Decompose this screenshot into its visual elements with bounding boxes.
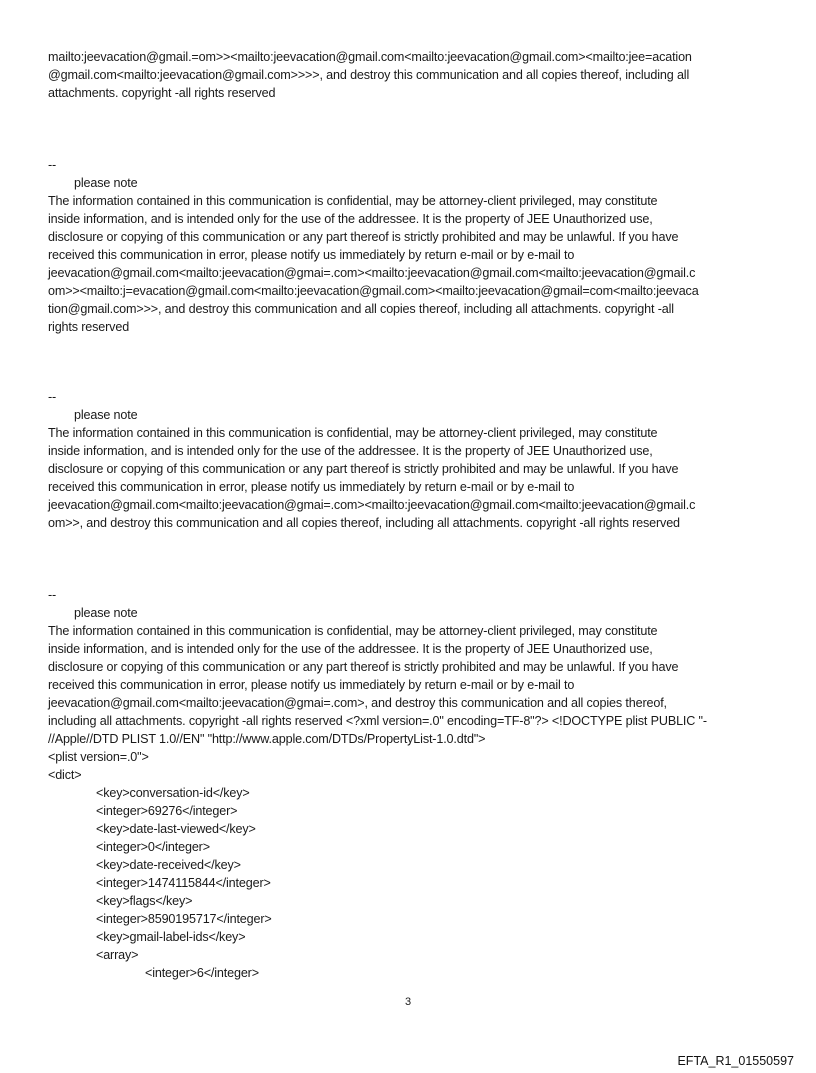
plist-line: <key>date-received</key> <box>96 858 241 872</box>
plist-line: <integer>0</integer> <box>96 840 210 854</box>
disclaimer-block-1 <box>48 156 699 336</box>
text-line: rights reserved <box>48 320 130 334</box>
document-id: EFTA_R1_01550597 <box>677 1054 794 1068</box>
text-line: received this communication in error, please notify us immediately by return e-mail or by e-mail to <box>48 678 575 692</box>
page-number: 3 <box>404 996 412 1008</box>
plist-line: <key>flags</key> <box>96 894 193 908</box>
text-line: attachments. copyright -all rights reserved <box>48 86 276 100</box>
text-line: disclosure or copying of this communication or any part thereof is strictly prohibited and may be unlawful. If you have <box>48 230 679 244</box>
text-line: disclosure or copying of this communication or any part thereof is strictly prohibited and may be unlawful. If you have <box>48 660 679 674</box>
text-line: inside information, and is intended only for the use of the addressee. It is the property of JEE Unauthorized use, <box>48 642 653 656</box>
disclaimer-block-3 <box>48 586 707 982</box>
plist-line: <integer>69276</integer> <box>96 804 238 818</box>
text-line: The information contained in this communication is confidential, may be attorney-client privileged, may constitute <box>48 194 658 208</box>
text-line: tion@gmail.com>>>, and destroy this communication and all copies thereof, including all attachments. copyright -all <box>48 302 674 316</box>
plist-line: <key>gmail-label-ids</key> <box>96 930 246 944</box>
text-line: //Apple//DTD PLIST 1.0//EN" "http://www.apple.com/DTDs/PropertyList-1.0.dtd"> <box>48 732 486 746</box>
plist-line: <integer>8590195717</integer> <box>96 912 272 926</box>
text-line: jeevacation@gmail.com<mailto:jeevacation@gmai=.com><mailto:jeevacation@gmail.com<mailto:jeevacation@gmail.c <box>48 498 696 512</box>
plist-line: <plist version=.0"> <box>48 750 149 764</box>
plist-line: <key>conversation-id</key> <box>96 786 250 800</box>
text-line: inside information, and is intended only for the use of the addressee. It is the property of JEE Unauthorized use, <box>48 212 653 226</box>
text-line: including all attachments. copyright -all rights reserved <?xml version=.0" encoding=TF-8"?> <!DOCTYPE plist PUBLIC "- <box>48 714 707 728</box>
plist-line: <dict> <box>48 768 82 782</box>
text-line: jeevacation@gmail.com<mailto:jeevacation@gmai=.com><mailto:jeevacation@gmail.com<mailto:jeevacation@gmail.c <box>48 266 696 280</box>
text-line: mailto:jeevacation@gmail.=om>><mailto:jeevacation@gmail.com<mailto:jeevacation@gmail.com><mailto:jee=acation <box>48 50 692 64</box>
please-note-heading: please note <box>74 408 138 422</box>
plist-line: <integer>1474115844</integer> <box>96 876 271 890</box>
text-line: disclosure or copying of this communication or any part thereof is strictly prohibited and may be unlawful. If you have <box>48 462 679 476</box>
plist-line: <array> <box>96 948 139 962</box>
text-line: om>><mailto:j=evacation@gmail.com<mailto:jeevacation@gmail.com><mailto:jeevacation@gmail=com<mailto:jeevaca <box>48 284 699 298</box>
text-line: The information contained in this communication is confidential, may be attorney-client privileged, may constitute <box>48 426 658 440</box>
please-note-heading: please note <box>74 176 138 190</box>
text-line: jeevacation@gmail.com<mailto:jeevacation@gmai=.com>, and destroy this communication and all copies thereof, <box>48 696 667 710</box>
text-line: om>>, and destroy this communication and all copies thereof, including all attachments. copyright -all rights reserved <box>48 516 680 530</box>
email-paragraph-1 <box>48 48 692 102</box>
plist-line: <integer>6</integer> <box>145 966 259 980</box>
text-line: @gmail.com<mailto:jeevacation@gmail.com>>>>, and destroy this communication and all copies thereof, including all <box>48 68 690 82</box>
separator-line: -- <box>48 390 57 404</box>
text-line: inside information, and is intended only for the use of the addressee. It is the property of JEE Unauthorized use, <box>48 444 653 458</box>
text-line: The information contained in this communication is confidential, may be attorney-client privileged, may constitute <box>48 624 658 638</box>
text-line: received this communication in error, please notify us immediately by return e-mail or by e-mail to <box>48 480 575 494</box>
text-line: received this communication in error, please notify us immediately by return e-mail or by e-mail to <box>48 248 575 262</box>
please-note-heading: please note <box>74 606 138 620</box>
separator-line: -- <box>48 588 57 602</box>
disclaimer-block-2 <box>48 388 695 532</box>
separator-line: -- <box>48 158 57 172</box>
plist-line: <key>date-last-viewed</key> <box>96 822 256 836</box>
